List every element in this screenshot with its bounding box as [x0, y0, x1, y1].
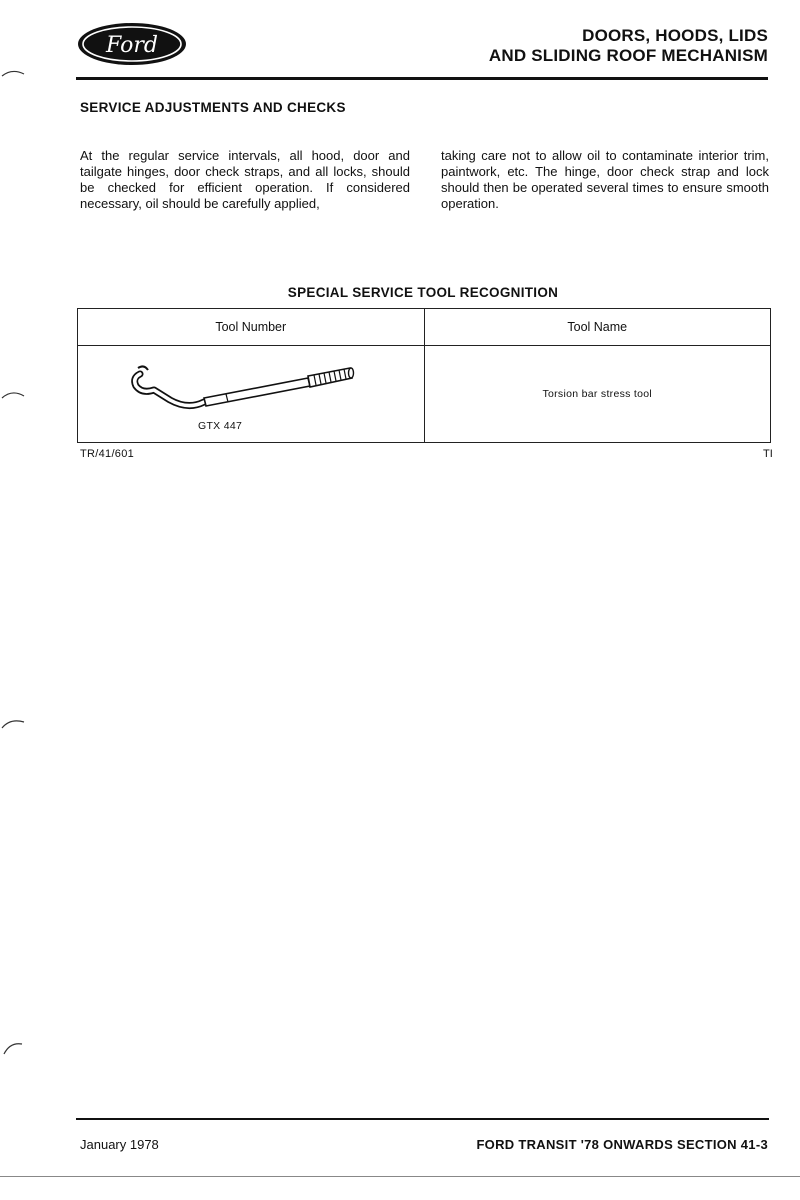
margin-mark — [0, 714, 30, 734]
torsion-bar-stress-tool-icon — [128, 356, 364, 418]
ford-logo — [76, 21, 188, 67]
header-title-line-1: DOORS, HOODS, LIDS — [582, 26, 768, 45]
footer-section: FORD TRANSIT '78 ONWARDS SECTION 41-3 — [476, 1137, 768, 1152]
margin-mark — [0, 66, 30, 86]
tool-name-header: Tool Name — [424, 309, 771, 346]
figure-reference-mark: TI — [763, 448, 773, 460]
tool-number-header: Tool Number — [78, 309, 425, 346]
header-title-line-2: AND SLIDING ROOF MECHANISM — [488, 46, 768, 65]
tool-number-cell — [78, 346, 425, 443]
footer-date: January 1978 — [80, 1137, 159, 1152]
page-bottom-edge — [0, 1176, 800, 1177]
tool-table-row — [78, 346, 771, 443]
tool-table — [77, 308, 771, 443]
body-paragraph-col1: At the regular service intervals, all hood, door and tailgate hinges, door check straps, and all locks, should be checked for efficient operation. If considered necessary, oil should be carefully applied, — [80, 148, 410, 211]
body-paragraph-col2: taking care not to allow oil to contaminate interior trim, paintwork, etc. The hinge, door check strap and lock should then be operated several times to ensure smooth operation. — [441, 148, 769, 211]
page-header-title — [489, 26, 768, 66]
margin-mark — [0, 386, 30, 406]
footer-rule — [76, 1118, 769, 1120]
header-rule — [76, 77, 768, 80]
tool-name: Torsion bar stress tool — [424, 346, 771, 443]
section-heading: SERVICE ADJUSTMENTS AND CHECKS — [80, 100, 346, 115]
tool-table-header-row — [78, 309, 771, 346]
margin-mark — [0, 1038, 30, 1058]
tool-table-title: SPECIAL SERVICE TOOL RECOGNITION — [287, 285, 559, 300]
ford-logo-text: Ford — [106, 33, 158, 58]
figure-reference-code: TR/41/601 — [80, 448, 135, 460]
tool-number: GTX 447 — [198, 420, 243, 432]
